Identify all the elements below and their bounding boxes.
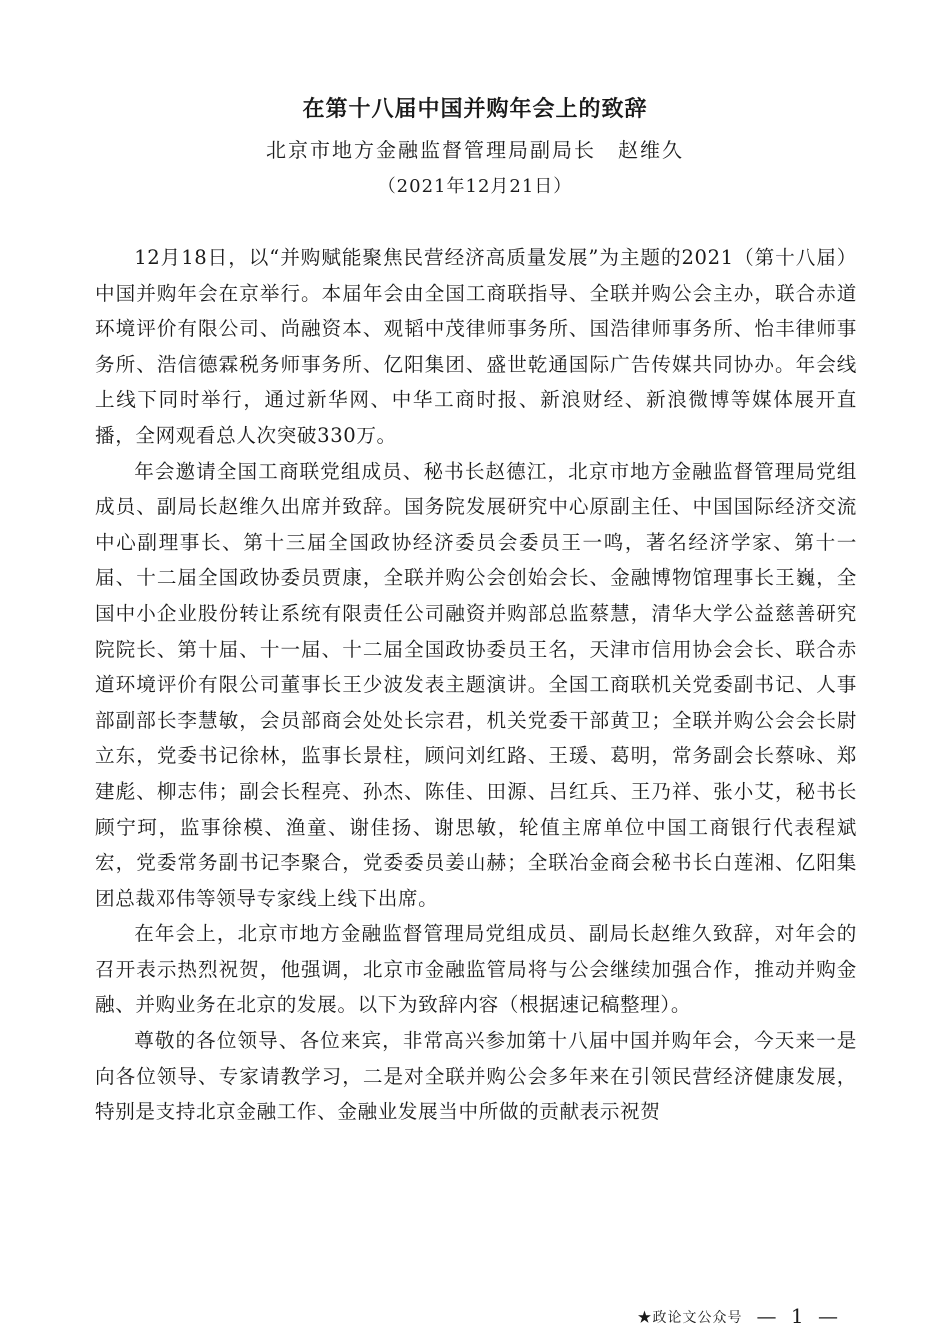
document-title: 在第十八届中国并购年会上的致辞: [302, 96, 648, 122]
page-footer: [638, 1304, 842, 1328]
document-body: [95, 240, 857, 1130]
author-line: [0, 134, 950, 163]
page-number: — 1 —: [756, 1304, 842, 1328]
paragraph: 在年会上，北京市地方金融监督管理局党组成员、副局长赵维久致辞，对年会的召开表示热烈祝贺，他强调，北京市金融监管局将与公会继续加强合作，推动并购金融、并购业务在北京的发展。以下为致辞内容（根据速记稿整理）。: [95, 922, 857, 1017]
author-title: 北京市地方金融监督管理局副局长: [266, 138, 596, 162]
footer-source: ★政论文公众号: [637, 1310, 743, 1326]
author-name: 赵维久: [618, 138, 684, 162]
paragraph: 尊敬的各位领导、各位来宾，非常高兴参加第十八届中国并购年会，今天来一是向各位领导、专家请教学习，二是对全联并购公会多年来在引领民营经济健康发展，特别是支持北京金融工作、金融业发展当中所做的贡献表示祝贺: [95, 1029, 857, 1124]
paragraph: 年会邀请全国工商联党组成员、秘书长赵德江，北京市地方金融监督管理局党组成员、副局长赵维久出席并致辞。国务院发展研究中心原副主任、中国国际经济交流中心副理事长、第十三届全国政协经济委员会委员王一鸣，著名经济学家、第十一届、十二届全国政协委员贾康，全联并购公会创始会长、金融博物馆理事长王巍，全国中小企业股份转让系统有限责任公司融资并购部总监蔡慧，清华大学公益慈善研究院院长、第十届、十一届、十二届全国政协委员王名，天津市信用协会会长、联合赤道环境评价有限公司董事长王少波发表主题演讲。全国工商联机关党委副书记、人事部副部长李慧敏，会员部商会处处长宗君，机关党委干部黄卫；全联并购公会会长尉立东，党委书记徐林，监事长景柱，顾问刘红路、王瑗、葛明，常务副会长蔡咏、郑建彪、柳志伟；副会长程亮、孙杰、陈佳、田源、吕红兵、王乃祥、张小艾，秘书长顾宁珂，监事徐模、渔童、谢佳扬、谢思敏，轮值主席单位中国工商银行代表程斌宏，党委常务副书记李聚合，党委委员姜山赫；全联冶金商会秘书长白莲湘、亿阳集团总裁邓伟等领导专家线上线下出席。: [95, 459, 857, 910]
paragraph: 12月18日，以“并购赋能聚焦民营经济高质量发展”为主题的2021（第十八届）中国并购年会在京举行。本届年会由全国工商联指导、全联并购公会主办，联合赤道环境评价有限公司、尚融资本、观韬中茂律师事务所、国浩律师事务所、怡丰律师事务所、浩信德霖税务师事务所、亿阳集团、盛世乾通国际广告传媒共同协办。年会线上线下同时举行，通过新华网、中华工商时报、新浪财经、新浪微博等媒体展开直播，全网观看总人次突破330万。: [95, 246, 857, 447]
document-date: （2021年12月21日）: [377, 176, 573, 197]
